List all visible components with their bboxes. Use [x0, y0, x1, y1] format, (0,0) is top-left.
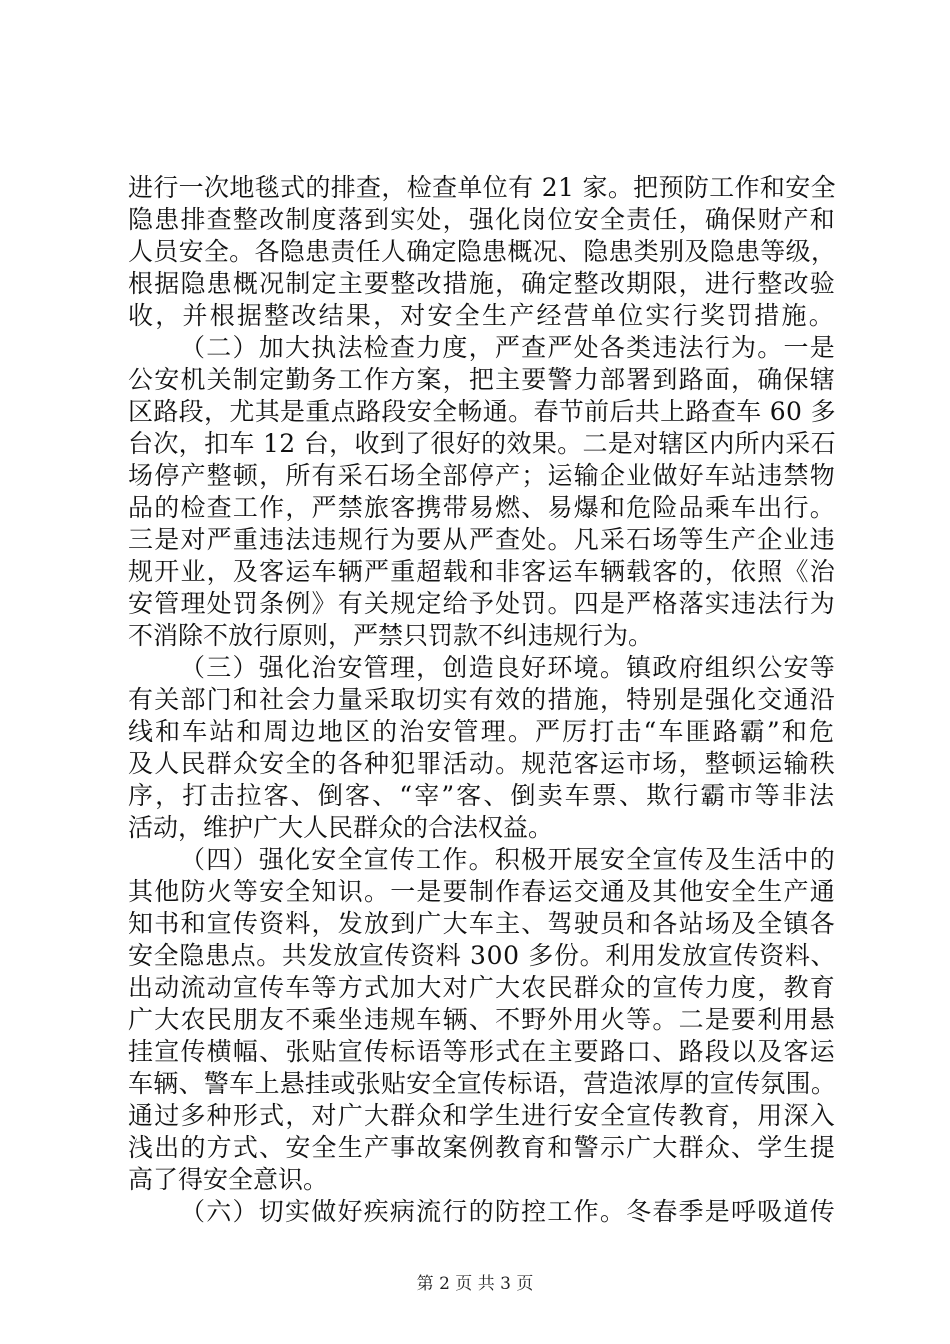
- text-line: 通过多种形式，对广大群众和学生进行安全宣传教育，用深入: [128, 1101, 836, 1130]
- text-line: 进行一次地毯式的排查，检查单位有 21 家。把预防工作和安全: [128, 173, 836, 202]
- paragraph-first-line: （六）切实做好疾病流行的防控工作。冬春季是呼吸道传: [180, 1197, 837, 1226]
- text-line: 人员安全。各隐患责任人确定隐患概况、隐患类别及隐患等级，: [128, 237, 837, 266]
- text-line: 线和车站和周边地区的治安管理。严厉打击“车匪路霸”和危: [128, 717, 837, 746]
- text-line: 活动，维护广大人民群众的合法权益。: [128, 813, 554, 842]
- paragraph-first-line: （四）强化安全宣传工作。积极开展安全宣传及生活中的: [180, 845, 837, 874]
- text-line: 及人民群众安全的各种犯罪活动。规范客运市场，整顿运输秩: [128, 749, 836, 778]
- text-line: 区路段，尤其是重点路段安全畅通。春节前后共上路查车 60 多: [128, 397, 836, 426]
- text-line: 台次，扣车 12 台，收到了很好的效果。二是对辖区内所内采石: [128, 429, 836, 458]
- text-line: 高了得安全意识。: [128, 1165, 329, 1194]
- text-line: 场停产整顿，所有采石场全部停产；运输企业做好车站违禁物: [128, 461, 836, 490]
- text-line: 其他防火等安全知识。一是要制作春运交通及其他安全生产通: [128, 877, 836, 906]
- text-line: 收，并根据整改结果，对安全生产经营单位实行奖罚措施。: [128, 301, 836, 330]
- text-line: 车辆、警车上悬挂或张贴安全宣传标语，营造浓厚的宣传氛围。: [128, 1069, 837, 1098]
- text-line: 品的检查工作，严禁旅客携带易燃、易爆和危险品乘车出行。: [128, 493, 836, 522]
- text-line: 知书和宣传资料，发放到广大车主、驾驶员和各站场及全镇各: [128, 909, 836, 938]
- paragraph-first-line: （二）加大执法检查力度，严查严处各类违法行为。一是: [180, 333, 837, 362]
- text-line: 根据隐患概况制定主要整改措施，确定整改期限，进行整改验: [128, 269, 836, 298]
- text-line: 隐患排查整改制度落到实处，强化岗位安全责任，确保财产和: [128, 205, 836, 234]
- text-line: 安全隐患点。共发放宣传资料 300 多份。利用发放宣传资料、: [128, 941, 837, 970]
- text-line: 规开业，及客运车辆严重超载和非客运车辆载客的，依照《治: [128, 557, 836, 586]
- paragraph-first-line: （三）强化治安管理，创造良好环境。镇政府组织公安等: [180, 653, 837, 682]
- text-line: 浅出的方式、安全生产事故案例教育和警示广大群众、学生提: [128, 1133, 836, 1162]
- document-body: [128, 172, 836, 1228]
- text-line: 广大农民朋友不乘坐违规车辆、不野外用火等。二是要利用悬: [128, 1005, 836, 1034]
- text-line: 出动流动宣传车等方式加大对广大农民群众的宣传力度，教育: [128, 973, 836, 1002]
- text-line: 安管理处罚条例》有关规定给予处罚。四是严格落实违法行为: [128, 589, 836, 618]
- page-footer: 第 2 页 共 3 页: [416, 1274, 534, 1294]
- text-line: 挂宣传横幅、张贴宣传标语等形式在主要路口、路段以及客运: [128, 1037, 836, 1066]
- text-line: 有关部门和社会力量采取切实有效的措施，特别是强化交通沿: [128, 685, 836, 714]
- text-line: 序，打击拉客、倒客、“宰”客、倒卖车票、欺行霸市等非法: [128, 781, 837, 810]
- text-line: 不消除不放行原则，严禁只罚款不纠违规行为。: [128, 621, 654, 650]
- text-line: 公安机关制定勤务工作方案，把主要警力部署到路面，确保辖: [128, 365, 836, 394]
- text-line: 三是对严重违法违规行为要从严查处。凡采石场等生产企业违: [128, 525, 836, 554]
